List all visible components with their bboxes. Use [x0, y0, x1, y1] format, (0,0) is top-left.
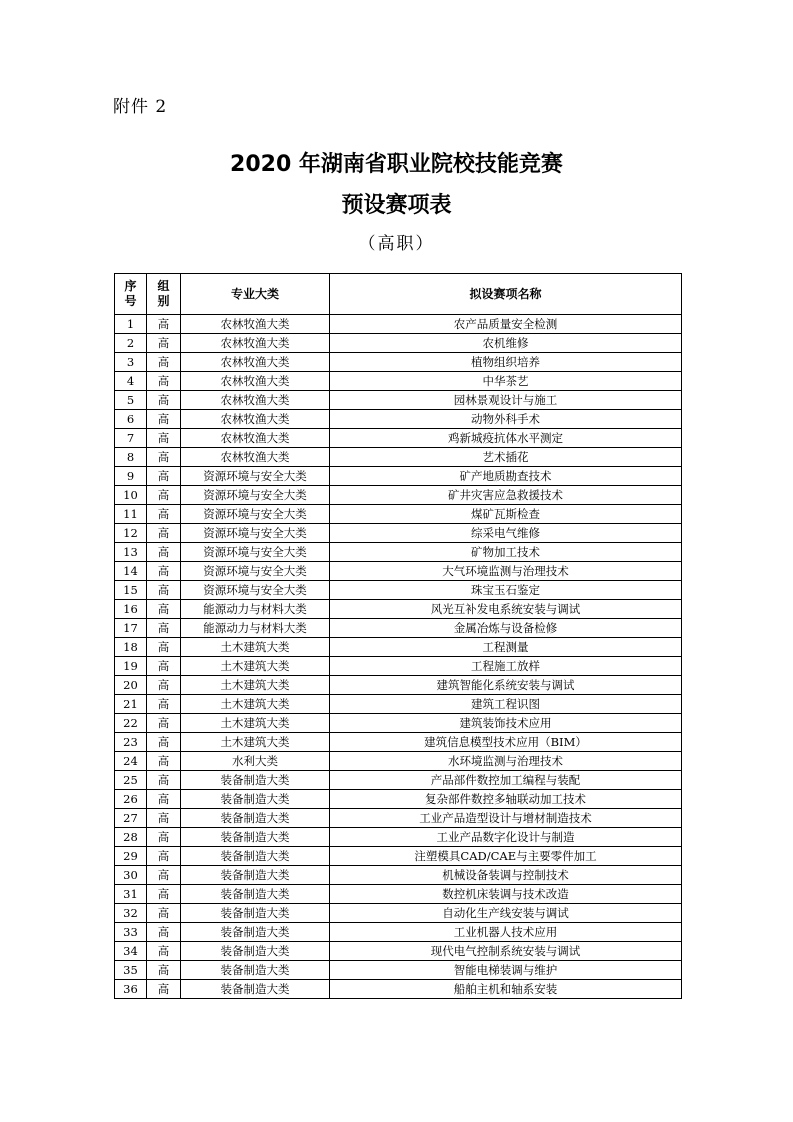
cell-category: 资源环境与安全大类	[181, 543, 330, 562]
cell-group: 高	[147, 733, 181, 752]
cell-event-name: 船舶主机和轴系安装	[330, 980, 682, 999]
table-row	[115, 638, 682, 657]
table-row	[115, 505, 682, 524]
cell-event-name: 工程施工放样	[330, 657, 682, 676]
cell-group: 高	[147, 847, 181, 866]
table-row	[115, 410, 682, 429]
cell-category: 装备制造大类	[181, 980, 330, 999]
cell-index: 4	[115, 372, 147, 391]
cell-index: 3	[115, 353, 147, 372]
cell-event-name: 农机维修	[330, 334, 682, 353]
cell-category: 农林牧渔大类	[181, 334, 330, 353]
table-row	[115, 543, 682, 562]
table-row	[115, 353, 682, 372]
cell-category: 能源动力与材料大类	[181, 600, 330, 619]
cell-event-name: 动物外科手术	[330, 410, 682, 429]
cell-index: 2	[115, 334, 147, 353]
cell-event-name: 智能电梯装调与维护	[330, 961, 682, 980]
table-row	[115, 334, 682, 353]
cell-category: 装备制造大类	[181, 885, 330, 904]
cell-group: 高	[147, 676, 181, 695]
cell-index: 10	[115, 486, 147, 505]
cell-category: 农林牧渔大类	[181, 315, 330, 334]
cell-group: 高	[147, 980, 181, 999]
table-row	[115, 714, 682, 733]
column-header-event-name: 拟设赛项名称	[330, 274, 682, 315]
cell-category: 装备制造大类	[181, 866, 330, 885]
cell-category: 装备制造大类	[181, 942, 330, 961]
cell-index: 24	[115, 752, 147, 771]
cell-category: 土木建筑大类	[181, 695, 330, 714]
cell-group: 高	[147, 334, 181, 353]
cell-event-name: 综采电气维修	[330, 524, 682, 543]
cell-index: 16	[115, 600, 147, 619]
cell-index: 8	[115, 448, 147, 467]
table-row	[115, 391, 682, 410]
cell-category: 资源环境与安全大类	[181, 524, 330, 543]
cell-category: 土木建筑大类	[181, 714, 330, 733]
table-row	[115, 790, 682, 809]
cell-index: 33	[115, 923, 147, 942]
cell-category: 装备制造大类	[181, 923, 330, 942]
cell-category: 资源环境与安全大类	[181, 581, 330, 600]
cell-group: 高	[147, 315, 181, 334]
cell-index: 13	[115, 543, 147, 562]
cell-index: 11	[115, 505, 147, 524]
cell-index: 32	[115, 904, 147, 923]
cell-group: 高	[147, 524, 181, 543]
column-header-index: 序号	[115, 274, 147, 315]
cell-group: 高	[147, 657, 181, 676]
column-header-group: 组别	[147, 274, 181, 315]
table-row	[115, 942, 682, 961]
cell-index: 1	[115, 315, 147, 334]
cell-index: 7	[115, 429, 147, 448]
cell-event-name: 工业产品造型设计与增材制造技术	[330, 809, 682, 828]
cell-event-name: 工业机器人技术应用	[330, 923, 682, 942]
cell-event-name: 园林景观设计与施工	[330, 391, 682, 410]
cell-group: 高	[147, 353, 181, 372]
cell-category: 资源环境与安全大类	[181, 562, 330, 581]
table-row	[115, 562, 682, 581]
cell-event-name: 矿产地质勘查技术	[330, 467, 682, 486]
cell-group: 高	[147, 600, 181, 619]
cell-group: 高	[147, 429, 181, 448]
cell-category: 农林牧渔大类	[181, 372, 330, 391]
cell-group: 高	[147, 714, 181, 733]
table-row	[115, 676, 682, 695]
table-row	[115, 847, 682, 866]
cell-index: 26	[115, 790, 147, 809]
cell-event-name: 工业产品数字化设计与制造	[330, 828, 682, 847]
cell-index: 36	[115, 980, 147, 999]
cell-group: 高	[147, 885, 181, 904]
table-row	[115, 448, 682, 467]
cell-category: 装备制造大类	[181, 847, 330, 866]
table-row	[115, 733, 682, 752]
table-row	[115, 600, 682, 619]
table-row	[115, 809, 682, 828]
cell-event-name: 大气环境监测与治理技术	[330, 562, 682, 581]
cell-event-name: 建筑信息模型技术应用（BIM）	[330, 733, 682, 752]
attachment-label: 附件 2	[113, 97, 168, 117]
cell-group: 高	[147, 505, 181, 524]
cell-group: 高	[147, 410, 181, 429]
cell-event-name: 中华茶艺	[330, 372, 682, 391]
table-row	[115, 486, 682, 505]
cell-category: 土木建筑大类	[181, 676, 330, 695]
cell-category: 土木建筑大类	[181, 657, 330, 676]
cell-category: 能源动力与材料大类	[181, 619, 330, 638]
cell-group: 高	[147, 467, 181, 486]
cell-group: 高	[147, 619, 181, 638]
cell-event-name: 鸡新城疫抗体水平测定	[330, 429, 682, 448]
cell-group: 高	[147, 961, 181, 980]
cell-event-name: 自动化生产线安装与调试	[330, 904, 682, 923]
cell-index: 15	[115, 581, 147, 600]
cell-category: 装备制造大类	[181, 790, 330, 809]
cell-category: 农林牧渔大类	[181, 448, 330, 467]
table-row	[115, 904, 682, 923]
cell-group: 高	[147, 695, 181, 714]
cell-category: 装备制造大类	[181, 904, 330, 923]
cell-index: 9	[115, 467, 147, 486]
table-row	[115, 619, 682, 638]
cell-event-name: 风光互补发电系统安装与调试	[330, 600, 682, 619]
table-row	[115, 657, 682, 676]
cell-index: 30	[115, 866, 147, 885]
cell-group: 高	[147, 581, 181, 600]
cell-category: 装备制造大类	[181, 771, 330, 790]
cell-event-name: 机械设备装调与控制技术	[330, 866, 682, 885]
cell-category: 土木建筑大类	[181, 733, 330, 752]
cell-group: 高	[147, 448, 181, 467]
cell-index: 31	[115, 885, 147, 904]
cell-index: 14	[115, 562, 147, 581]
table-row	[115, 467, 682, 486]
cell-group: 高	[147, 562, 181, 581]
cell-event-name: 水环境监测与治理技术	[330, 752, 682, 771]
table-row	[115, 771, 682, 790]
table-body	[115, 315, 682, 999]
table-row	[115, 923, 682, 942]
cell-event-name: 注塑模具CAD/CAE与主要零件加工	[330, 847, 682, 866]
table-row	[115, 372, 682, 391]
cell-group: 高	[147, 866, 181, 885]
table-row	[115, 980, 682, 999]
cell-group: 高	[147, 486, 181, 505]
cell-category: 装备制造大类	[181, 809, 330, 828]
cell-event-name: 农产品质量安全检测	[330, 315, 682, 334]
cell-index: 6	[115, 410, 147, 429]
cell-index: 5	[115, 391, 147, 410]
cell-event-name: 艺术插花	[330, 448, 682, 467]
table-header-row	[115, 274, 682, 315]
cell-category: 农林牧渔大类	[181, 353, 330, 372]
cell-group: 高	[147, 372, 181, 391]
cell-event-name: 现代电气控制系统安装与调试	[330, 942, 682, 961]
cell-category: 资源环境与安全大类	[181, 467, 330, 486]
table-row	[115, 752, 682, 771]
cell-category: 农林牧渔大类	[181, 391, 330, 410]
cell-group: 高	[147, 790, 181, 809]
cell-index: 29	[115, 847, 147, 866]
cell-event-name: 金属冶炼与设备检修	[330, 619, 682, 638]
cell-group: 高	[147, 904, 181, 923]
cell-group: 高	[147, 923, 181, 942]
cell-event-name: 珠宝玉石鉴定	[330, 581, 682, 600]
table-row	[115, 866, 682, 885]
cell-group: 高	[147, 543, 181, 562]
cell-event-name: 产品部件数控加工编程与装配	[330, 771, 682, 790]
cell-event-name: 矿物加工技术	[330, 543, 682, 562]
table-row	[115, 828, 682, 847]
cell-event-name: 植物组织培养	[330, 353, 682, 372]
table-row	[115, 695, 682, 714]
document-title: 2020 年湖南省职业院校技能竞赛	[230, 152, 563, 177]
table-row	[115, 885, 682, 904]
table-row	[115, 315, 682, 334]
table-row	[115, 429, 682, 448]
cell-group: 高	[147, 771, 181, 790]
cell-category: 资源环境与安全大类	[181, 486, 330, 505]
cell-event-name: 工程测量	[330, 638, 682, 657]
cell-group: 高	[147, 809, 181, 828]
cell-category: 水利大类	[181, 752, 330, 771]
cell-index: 28	[115, 828, 147, 847]
table-row	[115, 581, 682, 600]
cell-index: 35	[115, 961, 147, 980]
document-title-line2: 预设赛项表	[341, 193, 452, 218]
cell-group: 高	[147, 752, 181, 771]
cell-category: 农林牧渔大类	[181, 429, 330, 448]
events-table	[114, 273, 682, 999]
cell-category: 土木建筑大类	[181, 638, 330, 657]
column-header-category: 专业大类	[181, 274, 330, 315]
cell-index: 21	[115, 695, 147, 714]
cell-index: 25	[115, 771, 147, 790]
cell-event-name: 建筑智能化系统安装与调试	[330, 676, 682, 695]
cell-index: 27	[115, 809, 147, 828]
cell-category: 装备制造大类	[181, 828, 330, 847]
cell-index: 34	[115, 942, 147, 961]
cell-index: 22	[115, 714, 147, 733]
cell-event-name: 煤矿瓦斯检查	[330, 505, 682, 524]
cell-index: 17	[115, 619, 147, 638]
cell-event-name: 建筑工程识图	[330, 695, 682, 714]
cell-event-name: 建筑装饰技术应用	[330, 714, 682, 733]
cell-index: 19	[115, 657, 147, 676]
cell-index: 23	[115, 733, 147, 752]
cell-category: 农林牧渔大类	[181, 410, 330, 429]
cell-event-name: 矿井灾害应急救援技术	[330, 486, 682, 505]
cell-group: 高	[147, 828, 181, 847]
cell-index: 12	[115, 524, 147, 543]
cell-group: 高	[147, 391, 181, 410]
cell-group: 高	[147, 638, 181, 657]
table-row	[115, 524, 682, 543]
cell-group: 高	[147, 942, 181, 961]
cell-index: 18	[115, 638, 147, 657]
cell-category: 装备制造大类	[181, 961, 330, 980]
cell-event-name: 复杂部件数控多轴联动加工技术	[330, 790, 682, 809]
table-row	[115, 961, 682, 980]
cell-index: 20	[115, 676, 147, 695]
cell-category: 资源环境与安全大类	[181, 505, 330, 524]
cell-event-name: 数控机床装调与技术改造	[330, 885, 682, 904]
document-subtitle: （高职）	[358, 234, 435, 254]
